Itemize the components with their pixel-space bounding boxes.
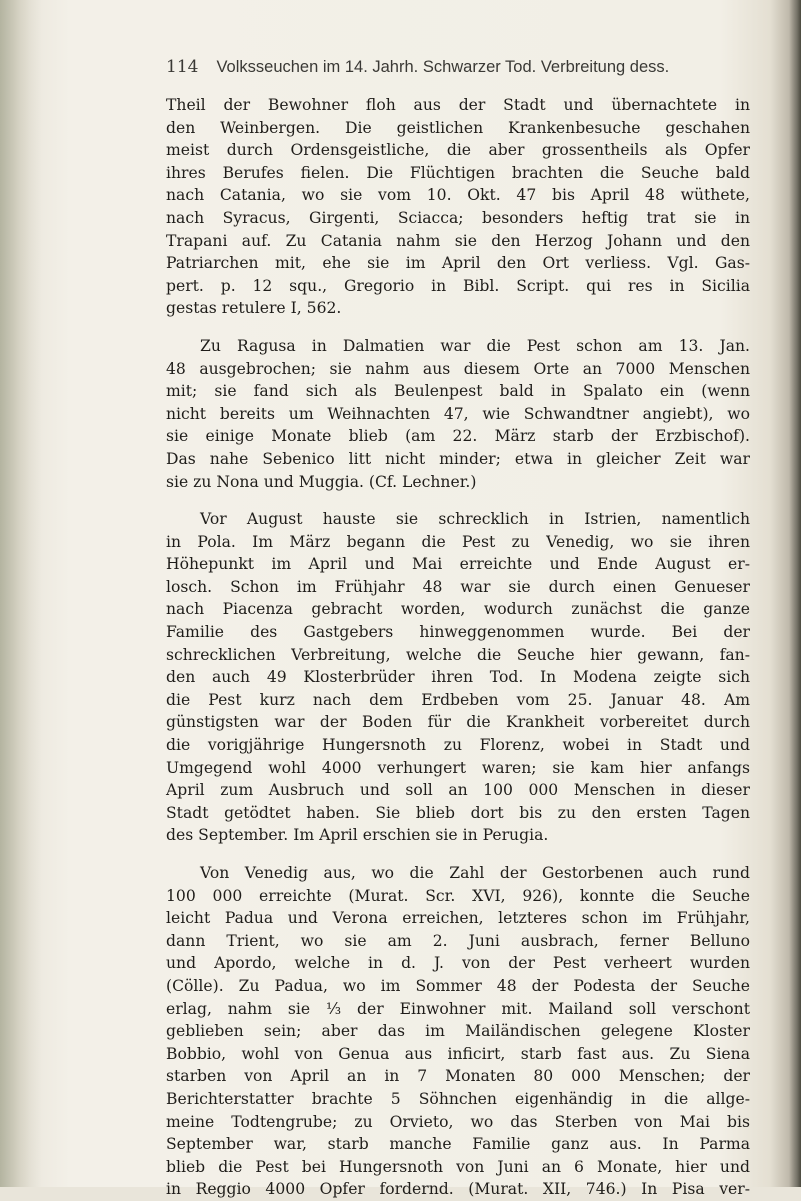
text-line: schrecklichen Verbreitung, welche die Seuche hier gewann, fan- — [166, 645, 750, 664]
text-line: nach Catania, wo sie vom 10. Okt. 47 bis April 48 wüthete, — [166, 186, 750, 205]
text-line: die vorigjährige Hungersnoth zu Florenz, wobei in Stadt und — [166, 736, 750, 755]
text-line: Patriarchen mit, ehe sie im April den Ort verliess. Vgl. Gas- — [166, 254, 750, 273]
text-line: meine Todtengrube; zu Orvieto, wo das Sterben von Mai bis — [166, 1112, 750, 1131]
paragraph-gap — [166, 493, 750, 508]
text-line: 48 ausgebrochen; sie nahm aus diesem Orte an 7000 Menschen — [166, 359, 750, 378]
text-line: in Reggio 4000 Opfer fordernd. (Murat. XII, 746.) In Pisa ver- — [166, 1180, 750, 1199]
text-line: des September. Im April erschien sie in Perugia. — [166, 826, 549, 845]
running-title: Volksseuchen im 14. Jahrh. Schwarzer Tod. Verbreitung dess. — [216, 58, 670, 76]
text-line: 100 000 erreichte (Murat. Scr. XVI, 926), konnte die Seuche — [166, 886, 750, 905]
text-line: Zu Ragusa in Dalmatien war die Pest schon am 13. Jan. — [200, 336, 750, 355]
text-line: Bobbio, wohl von Genua aus inficirt, starb fast aus. Zu Siena — [166, 1044, 750, 1063]
text-line: Von Venedig aus, wo die Zahl der Gestorbenen auch rund — [200, 864, 750, 882]
paragraph-gap — [166, 320, 750, 335]
text-line: dann Trient, wo sie am 2. Juni ausbrach, ferner Belluno — [166, 931, 750, 950]
text-line: Stadt getödtet haben. Sie blieb dort bis zu den ersten Tagen — [166, 803, 750, 822]
running-header — [166, 57, 726, 83]
text-line: mit; sie fand sich als Beulenpest bald in Spalato ein (wenn — [166, 382, 750, 401]
paragraph-gap — [166, 847, 750, 862]
text-line: Vor August hauste sie schrecklich in Istrien, namentlich — [200, 510, 750, 529]
text-line: geblieben sein; aber das im Mailändischen gelegene Kloster — [166, 1022, 750, 1041]
text-line: nach Syracus, Girgenti, Sciacca; besonders heftig trat sie in — [166, 208, 750, 227]
text-line: gestas retulere I, 562. — [166, 299, 342, 318]
text-line: sie zu Nona und Muggia. (Cf. Lechner.) — [166, 472, 477, 491]
page-number: 114 — [166, 57, 199, 77]
paragraph — [166, 862, 750, 1201]
text-line: Berichterstatter brachte 5 Söhnchen eigenhändig in die allge- — [166, 1089, 750, 1108]
text-line: ihres Berufes fielen. Die Flüchtigen brachten die Seuche bald — [166, 163, 750, 182]
paragraph — [166, 335, 750, 493]
text-line: pert. p. 12 squ., Gregorio in Bibl. Script. qui res in Sicilia — [166, 276, 750, 295]
text-line: erlag, nahm sie ⅓ der Einwohner mit. Mailand soll verschont — [166, 999, 750, 1018]
text-line: losch. Schon im Frühjahr 48 war sie durch einen Genueser — [166, 577, 750, 596]
text-line: blieb die Pest bei Hungersnoth von Juni an 6 Monate, hier und — [166, 1157, 750, 1176]
text-line: September war, starb manche Familie ganz aus. In Parma — [166, 1135, 750, 1154]
text-line: Theil der Bewohner floh aus der Stadt und übernachtete in — [166, 96, 750, 114]
text-line: Umgegend wohl 4000 verhungert waren; sie kam hier anfangs — [166, 758, 750, 777]
text-line: die Pest kurz nach dem Erdbeben vom 25. Januar 48. Am — [166, 690, 750, 709]
text-line: Trapani auf. Zu Catania nahm sie den Herzog Johann und den — [166, 231, 750, 250]
text-line: April zum Ausbruch und soll an 100 000 Menschen in dieser — [166, 781, 750, 800]
text-line: leicht Padua und Verona erreichen, letzteres schon im Frühjahr, — [166, 909, 750, 928]
page-spine-shadow — [0, 0, 42, 1187]
text-line: starben von April an in 7 Monaten 80 000 Menschen; der — [166, 1067, 750, 1086]
text-line: nach Piacenza gebracht worden, wodurch zunächst die ganze — [166, 600, 750, 619]
text-line: sie einige Monate blieb (am 22. März starb der Erzbischof). — [166, 427, 750, 446]
text-line: den Weinbergen. Die geistlichen Krankenbesuche geschahen — [166, 118, 750, 137]
text-line: Das nahe Sebenico litt nicht minder; etwa in gleicher Zeit war — [166, 449, 750, 468]
text-line: (Cölle). Zu Padua, wo im Sommer 48 der Podesta der Seuche — [166, 976, 750, 995]
body-text — [166, 94, 750, 1201]
text-line: nicht bereits um Weihnachten 47, wie Schwandtner angiebt), wo — [166, 404, 750, 423]
text-line: in Pola. Im März begann die Pest zu Venedig, wo sie ihren — [166, 532, 750, 551]
text-line: Familie des Gastgebers hinweggenommen wurde. Bei der — [166, 623, 750, 642]
paragraph — [166, 508, 750, 847]
page-edge — [789, 0, 801, 1187]
text-line: günstigsten war der Boden für die Krankheit vorbereitet durch — [166, 713, 750, 732]
text-line: Höhepunkt im April und Mai erreichte und Ende August er- — [166, 555, 750, 574]
text-line: meist durch Ordensgeistliche, die aber grossentheils als Opfer — [166, 141, 750, 160]
text-line: den auch 49 Klosterbrüder ihren Tod. In Modena zeigte sich — [166, 668, 750, 687]
text-line: und Apordo, welche in d. J. von der Pest verheert wurden — [166, 954, 750, 973]
paragraph — [166, 94, 750, 320]
